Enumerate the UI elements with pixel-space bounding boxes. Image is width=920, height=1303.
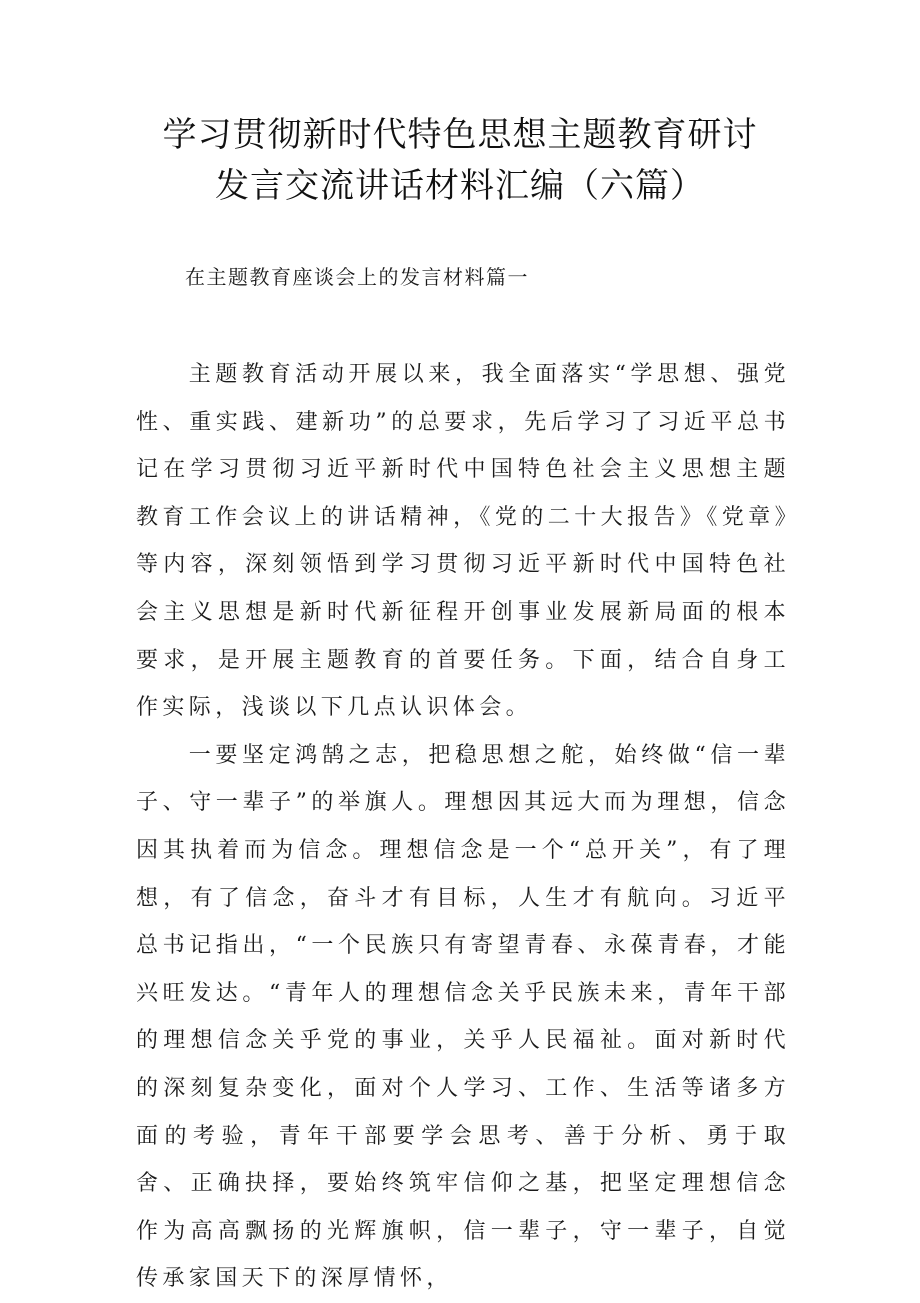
- title-line-1: 学习贯彻新时代特色思想主题教育研讨: [162, 115, 758, 155]
- document-title: [100, 110, 820, 212]
- body-text: [136, 351, 790, 1303]
- title-line-2: 发言交流讲话材料汇编（六篇）: [215, 166, 705, 206]
- paragraph-1: 主题教育活动开展以来，我全面落实“学思想、强党性、重实践、建新功”的总要求，先后学习了习近平总书记在学习贯彻习近平新时代中国特色社会主义思想主题教育工作会议上的讲话精神，《党的二十大报告》《党章》等内容，深刻领悟到学习贯彻习近平新时代中国特色社会主义思想是新时代新征程开创事业发展新局面的根本要求，是开展主题教育的首要任务。下面，结合自身工作实际，浅谈以下几点认识体会。: [136, 362, 790, 721]
- section-heading: 在主题教育座谈会上的发言材料篇一: [185, 265, 529, 289]
- paragraph-2: 一要坚定鸿鹄之志，把稳思想之舵，始终做“信一辈子、守一辈子”的举旗人。理想因其远大而为理想，信念因其执着而为信念。理想信念是一个“总开关”，有了理想，有了信念，奋斗才有目标，人生才有航向。习近平总书记指出，“一个民族只有寄望青春、永葆青春，才能兴旺发达。“青年人的理想信念关乎民族未来，青年干部的理想信念关乎党的事业，关乎人民福祉。面对新时代的深刻复杂变化，面对个人学习、工作、生活等诸多方面的考验，青年干部要学会思考、善于分析、勇于取舍、正确抉择，要始终筑牢信仰之基，把坚定理想信念作为高高飘扬的光辉旗帜，信一辈子，守一辈子，自觉传承家国天下的深厚情怀，: [136, 742, 790, 1292]
